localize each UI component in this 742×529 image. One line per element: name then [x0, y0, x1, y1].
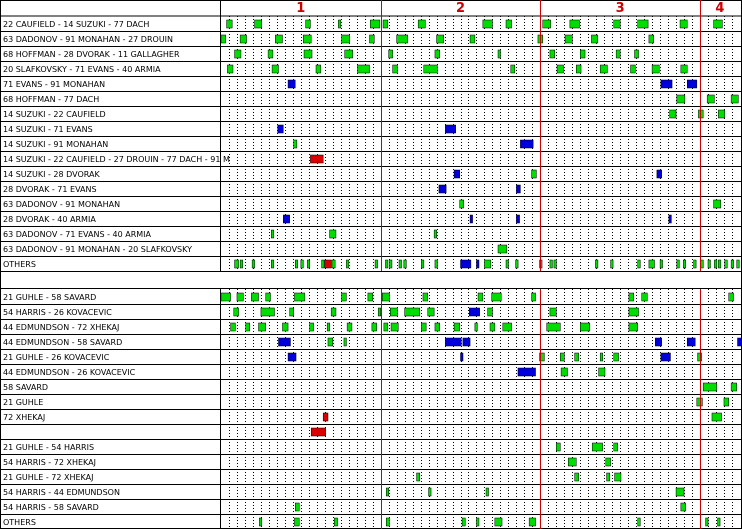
- forward-lines-shift-segment: [476, 260, 479, 268]
- defense-pairs-shift-segment: [231, 323, 236, 331]
- forward-lines-shift-segment: [611, 260, 614, 268]
- forward-lines-shift-segment: [439, 185, 446, 193]
- defense-pairs-shift-segment: [681, 503, 686, 511]
- forward-lines-shift-segment: [511, 65, 515, 73]
- forward-lines-shift-segment: [516, 260, 519, 268]
- forward-lines-shift-segment: [680, 20, 687, 28]
- forward-lines-shift-segment: [461, 260, 471, 268]
- defense-pairs-shift-segment: [560, 353, 564, 361]
- defense-pairs-row-label: 54 HARRIS - 44 EDMUNDSON: [3, 488, 120, 497]
- forward-lines-shift-segment: [708, 260, 711, 268]
- defense-pairs-shift-segment: [461, 353, 464, 361]
- forward-lines-shift-segment: [310, 155, 323, 163]
- forward-lines-shift-segment: [424, 65, 438, 73]
- defense-pairs-shift-segment: [435, 323, 440, 331]
- forward-lines-shift-segment: [227, 65, 233, 73]
- forward-lines-shift-segment: [404, 260, 407, 268]
- forward-lines-shift-segment: [661, 80, 672, 88]
- defense-pairs-shift-segment: [428, 308, 434, 316]
- forward-lines-shift-segment: [421, 260, 424, 268]
- defense-pairs-shift-segment: [724, 398, 729, 406]
- forward-lines-shift-segment: [304, 50, 312, 58]
- defense-pairs-shift-segment: [486, 488, 489, 496]
- forward-lines-shift-segment: [570, 20, 580, 28]
- defense-pairs-row-label: OTHERS: [3, 518, 36, 527]
- forward-lines-shift-segment: [484, 260, 490, 268]
- defense-pairs-shift-segment: [237, 293, 243, 301]
- defense-pairs-shift-segment: [529, 518, 535, 526]
- defense-pairs-shift-segment: [344, 338, 347, 346]
- forward-lines-shift-segment: [235, 260, 239, 268]
- defense-pairs-shift-segment: [532, 293, 536, 301]
- defense-pairs-row-label: 44 EDMUNDSON - 72 XHEKAJ: [3, 323, 120, 332]
- defense-pairs-shift-segment: [731, 383, 737, 391]
- defense-pairs-shift-segment: [697, 398, 703, 406]
- defense-pairs-shift-segment: [423, 293, 428, 301]
- forward-lines-shift-segment: [737, 260, 740, 268]
- forward-lines-shift-segment: [330, 230, 336, 238]
- forward-lines-shift-segment: [731, 95, 738, 103]
- defense-pairs-shift-segment: [575, 353, 579, 361]
- forward-lines-shift-segment: [677, 95, 685, 103]
- defense-pairs-shift-segment: [294, 293, 304, 301]
- defense-pairs-shift-segment: [561, 368, 567, 376]
- defense-pairs-shift-segment: [476, 518, 479, 526]
- forward-lines-shift-segment: [418, 20, 425, 28]
- forward-lines-shift-segment: [399, 260, 402, 268]
- defense-pairs-shift-segment: [251, 293, 258, 301]
- defense-pairs-shift-segment: [718, 518, 721, 526]
- forward-lines-shift-segment: [649, 260, 655, 268]
- forward-lines-shift-segment: [506, 260, 509, 268]
- forward-lines-row-label: 28 DVORAK - 40 ARMIA: [3, 215, 96, 224]
- forward-lines-row-label: 63 DADONOV - 91 MONAHAN: [3, 200, 121, 209]
- defense-pairs-shift-segment: [382, 293, 389, 301]
- forward-lines-shift-segment: [271, 230, 274, 238]
- forward-lines-shift-segment: [325, 260, 331, 268]
- forward-lines-row-label: 63 DADONOV - 91 MONAHAN - 20 SLAFKOVSKY: [3, 245, 192, 254]
- defense-pairs-shift-segment: [580, 323, 590, 331]
- forward-lines-shift-segment: [543, 20, 551, 28]
- defense-pairs-row-label: 21 GUHLE: [3, 398, 44, 407]
- defense-pairs-shift-segment: [629, 293, 634, 301]
- forward-lines-shift-segment: [437, 35, 444, 43]
- forward-lines-shift-segment: [635, 50, 639, 58]
- forward-lines-shift-segment: [316, 65, 321, 73]
- forward-lines-shift-segment: [278, 125, 284, 133]
- defense-pairs-shift-segment: [390, 308, 397, 316]
- forward-lines-shift-segment: [338, 20, 341, 28]
- defense-pairs-row-label: 21 GUHLE - 54 HARRIS: [3, 443, 95, 452]
- defense-pairs-row-label: 21 GUHLE - 26 KOVACEVIC: [3, 353, 110, 362]
- defense-pairs-shift-segment: [463, 338, 470, 346]
- defense-pairs-shift-segment: [568, 458, 576, 466]
- forward-lines-shift-segment: [660, 260, 663, 268]
- defense-pairs-shift-segment: [462, 518, 465, 526]
- forward-lines-shift-segment: [383, 20, 388, 28]
- defense-pairs-shift-segment: [246, 323, 250, 331]
- defense-pairs-shift-segment: [575, 473, 579, 481]
- forward-lines-shift-segment: [275, 35, 282, 43]
- forward-lines-shift-segment: [306, 20, 311, 28]
- defense-pairs-shift-segment: [614, 443, 618, 451]
- defense-pairs-shift-segment: [278, 338, 290, 346]
- forward-lines-shift-segment: [470, 35, 475, 43]
- defense-pairs-shift-segment: [629, 323, 638, 331]
- forward-lines-shift-segment: [445, 125, 455, 133]
- forward-lines-shift-segment: [397, 35, 408, 43]
- forward-lines-shift-segment: [595, 260, 598, 268]
- defense-pairs-shift-segment: [638, 518, 641, 526]
- defense-pairs-shift-segment: [221, 293, 231, 301]
- defense-pairs-shift-segment: [295, 503, 299, 511]
- forward-lines-shift-segment: [483, 20, 493, 28]
- forward-lines-row-label: 22 CAUFIELD - 14 SUZUKI - 77 DACH: [3, 20, 150, 29]
- defense-pairs-shift-segment: [331, 308, 336, 316]
- defense-pairs-shift-segment: [454, 323, 460, 331]
- defense-pairs-shift-segment: [655, 338, 661, 346]
- forward-lines-row-label: 63 DADONOV - 91 MONAHAN - 27 DROUIN: [3, 35, 174, 44]
- forward-lines-shift-segment: [301, 260, 304, 268]
- forward-lines-shift-segment: [288, 80, 295, 88]
- forward-lines-shift-segment: [322, 260, 325, 268]
- defense-pairs-shift-segment: [384, 323, 388, 331]
- forward-lines-shift-segment: [550, 50, 555, 58]
- defense-pairs-row-label: 21 GUHLE - 58 SAVARD: [3, 293, 97, 302]
- defense-pairs-shift-segment: [290, 308, 294, 316]
- forward-lines-shift-segment: [227, 20, 233, 28]
- defense-pairs-row-label: 54 HARRIS - 72 XHEKAJ: [3, 458, 96, 467]
- forward-lines-shift-segment: [470, 215, 473, 223]
- forward-lines-shift-segment: [677, 260, 680, 268]
- defense-pairs-shift-segment: [327, 323, 330, 331]
- forward-lines-shift-segment: [342, 35, 350, 43]
- forward-lines-shift-segment: [307, 260, 310, 268]
- forward-lines-row-label: 20 SLAFKOVSKY - 71 EVANS - 40 ARMIA: [3, 65, 161, 74]
- chart-frame: [1, 1, 742, 529]
- forward-lines-shift-segment: [554, 260, 557, 268]
- defense-pairs-shift-segment: [405, 308, 420, 316]
- defense-pairs-shift-segment: [488, 308, 493, 316]
- defense-pairs-shift-segment: [378, 308, 381, 316]
- forward-lines-shift-segment: [393, 65, 398, 73]
- period-label: 1: [296, 1, 306, 16]
- defense-pairs-shift-segment: [712, 413, 722, 421]
- forward-lines-shift-segment: [516, 185, 520, 193]
- defense-pairs-shift-segment: [478, 293, 483, 301]
- forward-lines-shift-segment: [240, 35, 246, 43]
- forward-lines-shift-segment: [714, 260, 717, 268]
- defense-pairs-shift-segment: [492, 293, 502, 301]
- defense-pairs-row-label: 54 HARRIS - 58 SAVARD: [3, 503, 99, 512]
- defense-pairs-shift-segment: [661, 353, 671, 361]
- defense-pairs-shift-segment: [368, 293, 373, 301]
- defense-pairs-shift-segment: [642, 293, 648, 301]
- defense-pairs-shift-segment: [592, 443, 602, 451]
- defense-pairs-shift-segment: [556, 443, 560, 451]
- forward-lines-shift-segment: [252, 260, 255, 268]
- defense-pairs-shift-segment: [629, 308, 639, 316]
- defense-pairs-shift-segment: [323, 413, 328, 421]
- defense-pairs-row-label: 72 XHEKAJ: [3, 413, 46, 422]
- forward-lines-shift-segment: [652, 65, 659, 73]
- defense-pairs-shift-segment: [518, 368, 536, 376]
- forward-lines-row-label: 14 SUZUKI - 28 DVORAK: [3, 170, 100, 179]
- defense-pairs-row-label: 58 SAVARD: [3, 383, 49, 392]
- defense-pairs-shift-segment: [738, 338, 742, 346]
- defense-pairs-shift-segment: [288, 353, 296, 361]
- forward-lines-shift-segment: [460, 200, 464, 208]
- forward-lines-shift-segment: [435, 50, 440, 58]
- forward-lines-shift-segment: [498, 50, 501, 58]
- forward-lines-shift-segment: [670, 110, 676, 118]
- forward-lines-shift-segment: [657, 170, 662, 178]
- defense-pairs-row-label: 44 EDMUNDSON - 58 SAVARD: [3, 338, 123, 347]
- defense-pairs-shift-segment: [495, 518, 502, 526]
- forward-lines-shift-segment: [346, 260, 349, 268]
- forward-lines-shift-segment: [687, 80, 697, 88]
- forward-lines-row-label: OTHERS: [3, 260, 36, 269]
- defense-pairs-shift-segment: [259, 323, 266, 331]
- defense-pairs-shift-segment: [259, 518, 262, 526]
- forward-lines-shift-segment: [714, 200, 721, 208]
- forward-lines-shift-segment: [614, 20, 620, 28]
- forward-lines-shift-segment: [240, 260, 243, 268]
- defense-pairs-shift-segment: [282, 323, 288, 331]
- defense-pairs-shift-segment: [342, 293, 347, 301]
- defense-pairs-shift-segment: [687, 338, 695, 346]
- forward-lines-row-label: 63 DADONOV - 71 EVANS - 40 ARMIA: [3, 230, 151, 239]
- defense-pairs-shift-segment: [475, 323, 478, 331]
- defense-pairs-shift-segment: [417, 473, 420, 481]
- defense-pairs-shift-segment: [421, 323, 426, 331]
- defense-pairs-shift-segment: [503, 323, 512, 331]
- period-label: 3: [615, 1, 625, 16]
- forward-lines-shift-segment: [565, 35, 572, 43]
- forward-lines-shift-segment: [375, 260, 378, 268]
- defense-pairs-shift-segment: [490, 323, 495, 331]
- forward-lines-shift-segment: [498, 245, 507, 253]
- forward-lines-shift-segment: [454, 170, 460, 178]
- forward-lines-shift-segment: [294, 140, 297, 148]
- defense-pairs-shift-segment: [386, 488, 389, 496]
- forward-lines-row-label: 14 SUZUKI - 22 CAUFIELD: [3, 110, 106, 119]
- period-label: 4: [715, 1, 725, 16]
- forward-lines-shift-segment: [389, 50, 393, 58]
- forward-lines-shift-segment: [683, 260, 686, 268]
- forward-lines-shift-segment: [681, 65, 687, 73]
- defense-pairs-shift-segment: [703, 383, 717, 391]
- forward-lines-shift-segment: [271, 260, 274, 268]
- defense-pairs-shift-segment: [334, 518, 337, 526]
- forward-lines-shift-segment: [638, 260, 641, 268]
- forward-lines-row-label: 14 SUZUKI - 22 CAUFIELD - 27 DROUIN - 77 DACH - 91 M: [3, 155, 230, 164]
- forward-lines-row-label: 14 SUZUKI - 91 MONAHAN: [3, 140, 109, 149]
- forward-lines-shift-segment: [616, 50, 620, 58]
- defense-pairs-shift-segment: [266, 293, 271, 301]
- forward-lines-shift-segment: [389, 260, 392, 268]
- defense-pairs-row-label: 44 EDMUNDSON - 26 KOVACEVIC: [3, 368, 136, 377]
- forward-lines-shift-segment: [435, 260, 438, 268]
- defense-pairs-shift-segment: [429, 488, 432, 496]
- defense-pairs-shift-segment: [311, 428, 325, 436]
- forward-lines-shift-segment: [295, 260, 298, 268]
- forward-lines-shift-segment: [557, 65, 563, 73]
- forward-lines-shift-segment: [268, 50, 273, 58]
- forward-lines-shift-segment: [701, 260, 704, 268]
- defense-pairs-shift-segment: [729, 293, 734, 301]
- forward-lines-shift-segment: [731, 260, 734, 268]
- forward-lines-shift-segment: [591, 35, 597, 43]
- forward-lines-shift-segment: [506, 20, 512, 28]
- forward-lines-shift-segment: [221, 35, 226, 43]
- forward-lines-shift-segment: [303, 35, 311, 43]
- forward-lines-shift-segment: [669, 215, 672, 223]
- forward-lines-shift-segment: [235, 50, 241, 58]
- forward-lines-shift-segment: [532, 170, 537, 178]
- defense-pairs-shift-segment: [347, 323, 352, 331]
- forward-lines-row-label: 14 SUZUKI - 71 EVANS: [3, 125, 93, 134]
- forward-lines-shift-segment: [649, 35, 654, 43]
- defense-pairs-shift-segment: [261, 308, 275, 316]
- forward-lines-shift-segment: [707, 95, 714, 103]
- defense-pairs-shift-segment: [599, 368, 605, 376]
- defense-pairs-shift-segment: [547, 323, 561, 331]
- forward-lines-shift-segment: [576, 65, 581, 73]
- defense-pairs-shift-segment: [614, 353, 619, 361]
- defense-pairs-shift-segment: [386, 518, 389, 526]
- defense-pairs-shift-segment: [676, 488, 684, 496]
- forward-lines-shift-segment: [580, 50, 585, 58]
- defense-pairs-shift-segment: [469, 308, 479, 316]
- forward-lines-shift-segment: [694, 260, 697, 268]
- defense-pairs-shift-segment: [607, 473, 610, 481]
- forward-lines-shift-segment: [550, 260, 553, 268]
- forward-lines-shift-segment: [332, 260, 335, 268]
- defense-pairs-shift-segment: [310, 323, 314, 331]
- defense-pairs-shift-segment: [606, 458, 611, 466]
- defense-pairs-shift-segment: [615, 473, 621, 481]
- forward-lines-shift-segment: [714, 20, 723, 28]
- forward-lines-shift-segment: [370, 20, 380, 28]
- defense-pairs-row-label: 54 HARRIS - 26 KOVACEVIC: [3, 308, 112, 317]
- defense-pairs-shift-segment: [372, 323, 377, 331]
- forward-lines-shift-segment: [255, 20, 262, 28]
- forward-lines-shift-segment: [272, 65, 278, 73]
- forward-lines-shift-segment: [345, 50, 353, 58]
- defense-pairs-shift-segment: [294, 518, 299, 526]
- forward-lines-shift-segment: [600, 65, 607, 73]
- defense-pairs-row-label: 21 GUHLE - 72 XHEKAJ: [3, 473, 94, 482]
- forward-lines-shift-segment: [638, 20, 648, 28]
- defense-pairs-shift-segment: [234, 308, 239, 316]
- forward-lines-shift-segment: [520, 140, 533, 148]
- period-label: 2: [455, 1, 466, 16]
- forward-lines-shift-segment: [718, 110, 724, 118]
- forward-lines-shift-segment: [369, 35, 374, 43]
- forward-lines-row-label: 68 HOFFMAN - 28 DVORAK - 11 GALLAGHER: [3, 50, 180, 59]
- forward-lines-shift-segment: [358, 65, 370, 73]
- forward-lines-row-label: 68 HOFFMAN - 77 DACH: [3, 95, 100, 104]
- defense-pairs-shift-segment: [600, 353, 603, 361]
- forward-lines-shift-segment: [283, 215, 289, 223]
- forward-lines-shift-segment: [725, 260, 728, 268]
- forward-lines-shift-segment: [631, 65, 636, 73]
- forward-lines-shift-segment: [385, 260, 388, 268]
- forward-lines-shift-segment: [516, 215, 519, 223]
- defense-pairs-shift-segment: [445, 338, 461, 346]
- defense-pairs-shift-segment: [550, 308, 556, 316]
- defense-pairs-shift-segment: [706, 518, 709, 526]
- forward-lines-row-label: 28 DVORAK - 71 EVANS: [3, 185, 97, 194]
- forward-lines-shift-segment: [434, 230, 437, 238]
- forward-lines-shift-segment: [718, 260, 721, 268]
- defense-pairs-shift-segment: [391, 323, 398, 331]
- forward-lines-row-label: 71 EVANS - 91 MONAHAN: [3, 80, 106, 89]
- defense-pairs-shift-segment: [328, 338, 333, 346]
